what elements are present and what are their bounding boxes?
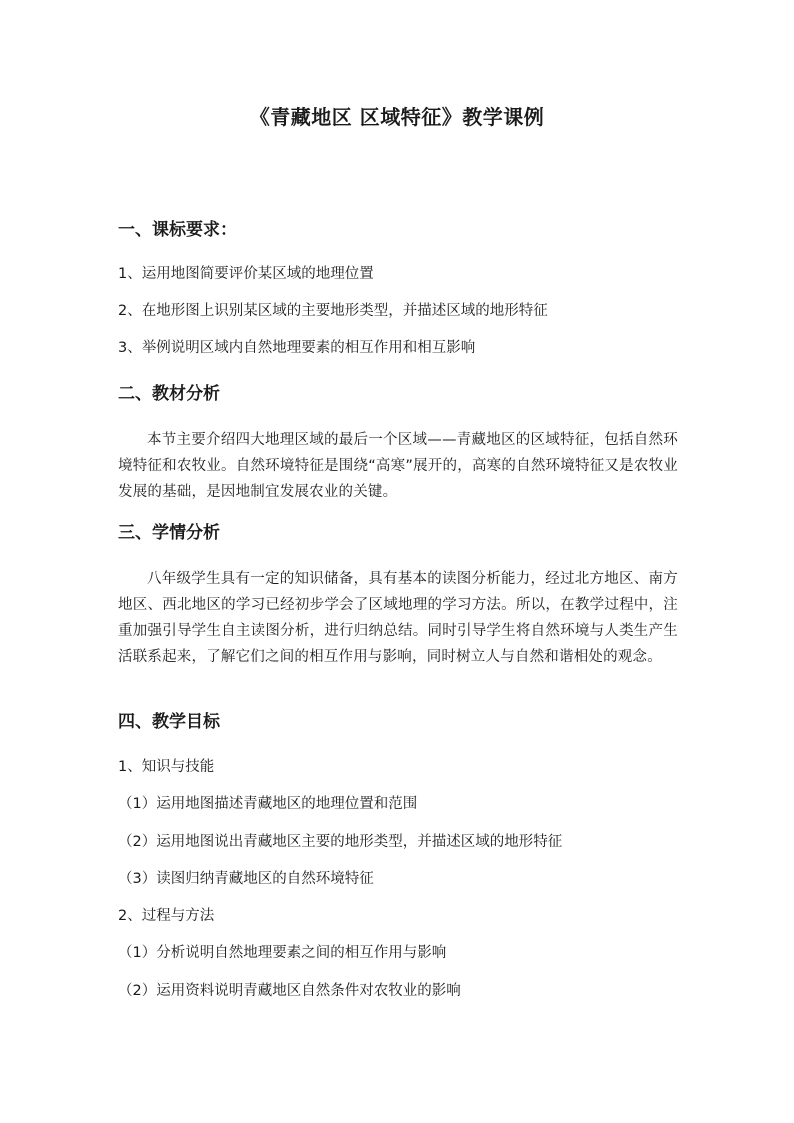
paragraph-textbook-analysis: 本节主要介绍四大地理区域的最后一个区域——青藏地区的区域特征，包括自然环境特征和农牧业。自然环境特征是围绕“高寒”展开的，高寒的自然环境特征又是农牧业发展的基础，是因地制宜发展农业的关键。 bbox=[118, 432, 678, 500]
section-heading-curriculum-standards: 一、课标要求： bbox=[118, 220, 237, 240]
list-item: （2）运用资料说明青藏地区自然条件对农牧业的影响 bbox=[118, 983, 461, 999]
list-item: （2）运用地图说出青藏地区主要的地形类型，并描述区域的地形特征 bbox=[118, 834, 563, 850]
document-title: 《青藏地区 区域特征》教学课例 bbox=[249, 105, 545, 129]
list-item: （1）运用地图描述青藏地区的地理位置和范围 bbox=[118, 796, 418, 812]
list-item: 1、运用地图简要评价某区域的地理位置 bbox=[118, 266, 374, 282]
list-item: 3、举例说明区域内自然地理要素的相互作用和相互影响 bbox=[118, 340, 476, 356]
paragraph-student-analysis: 八年级学生具有一定的知识储备，具有基本的读图分析能力，经过北方地区、南方地区、西北地区的学习已经初步学会了区域地理的学习方法。所以，在教学过程中，注重加强引导学生自主读图分析，进行归纳总结。同时引导学生将自然环境与人类生产生活联系起来，了解它们之间的相互作用与影响，同时树立人与自然和谐相处的观念。 bbox=[118, 571, 678, 665]
subsection-label: 2、过程与方法 bbox=[118, 908, 215, 924]
section-heading-teaching-objectives: 四、教学目标 bbox=[118, 712, 220, 732]
list-item: （1）分析说明自然地理要素之间的相互作用与影响 bbox=[118, 945, 447, 961]
section-heading-textbook-analysis: 二、教材分析 bbox=[118, 384, 220, 404]
list-item: （3）读图归纳青藏地区的自然环境特征 bbox=[118, 871, 374, 887]
list-item: 2、在地形图上识别某区域的主要地形类型，并描述区域的地形特征 bbox=[118, 303, 548, 319]
section-heading-student-analysis: 三、学情分析 bbox=[118, 523, 220, 543]
subsection-label: 1、知识与技能 bbox=[118, 759, 215, 775]
